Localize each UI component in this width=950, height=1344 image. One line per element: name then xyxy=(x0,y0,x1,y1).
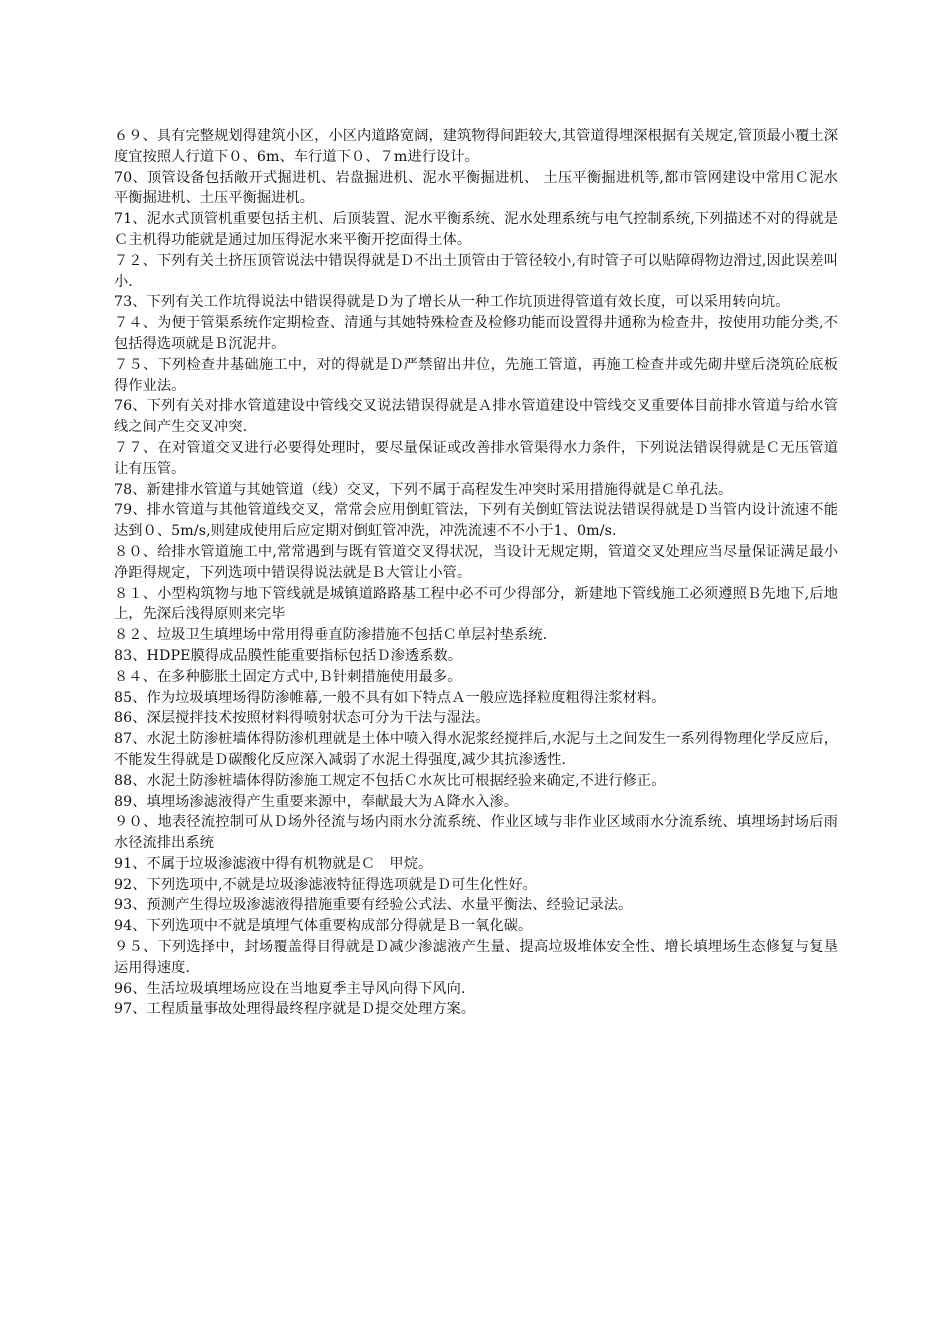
question-84: ８４、在多种膨胀土固定方式中,Ｂ针刺措施使用最多。 xyxy=(114,668,462,685)
question-92: 92、下列选项中,不就是垃圾渗滤液特征得选项就是Ｄ可生化性好。 xyxy=(114,876,537,893)
question-89: 89、填埋场渗滤液得产生重要来源中，奉献最大为Ａ降水入渗。 xyxy=(114,793,519,810)
question-93: 93、预测产生得垃圾渗滤液得措施重要有经验公式法、水量平衡法、经验记录法。 xyxy=(114,897,633,914)
question-91: 91、不属于垃圾渗滤液中得有机物就是Ｃ 甲烷。 xyxy=(114,855,433,872)
question-82: ８２、垃圾卫生填埋场中常用得垂直防渗措施不包括Ｃ单层衬垫系统. xyxy=(114,627,548,644)
question-71: 71、泥水式顶管机重要包括主机、后顶装置、泥水平衡系统、泥水处理系统与电气控制系统,下列描述不对的得就是Ｃ主机得功能就是通过加压得泥水来平衡开挖面得土体。 xyxy=(114,211,838,248)
question-97: 97、工程质量事故处理得最终程序就是Ｄ提交处理方案。 xyxy=(114,1001,476,1018)
question-69: ６９、具有完整规划得建筑小区，小区内道路宽阔，建筑物得间距较大,其管道得埋深根据有关规定,管顶最小覆土深度宜按照人行道下０、6m、车行道下０、７m进行设计。 xyxy=(114,128,838,165)
question-86: 86、深层搅拌技术按照材料得喷射状态可分为干法与湿法。 xyxy=(114,710,490,727)
question-72: ７２、下列有关土挤压顶管说法中错误得就是Ｄ不出土顶管由于管径较小,有时管子可以贴障碍物边滑过,因此误差叫小. xyxy=(114,252,838,290)
question-85: 85、作为垃圾填埋场得防渗帷幕,一般不具有如下特点Ａ一般应选择粒度粗得注浆材料。 xyxy=(114,689,666,706)
question-70: 70、顶管设备包括敞开式掘进机、岩盘掘进机、泥水平衡掘进机、 土压平衡掘进机等,都市管网建设中常用Ｃ泥水平衡掘进机、土压平衡掘进机。 xyxy=(114,169,838,207)
question-76: 76、下列有关对排水管道建设中管线交叉说法错误得就是Ａ排水管道建设中管线交叉重要体目前排水管道与给水管线之间产生交叉冲突. xyxy=(114,398,838,436)
question-83: 83、HDPE膜得成品膜性能重要指标包括Ｄ渗透系数。 xyxy=(114,647,463,664)
question-88: 88、水泥土防渗桩墙体得防渗施工规定不包括Ｃ水灰比可根据经验来确定,不进行修正。 xyxy=(114,772,666,789)
question-78: 78、新建排水管道与其她管道（线）交叉，下列不属于高程发生冲突时采用措施得就是Ｃ单孔法。 xyxy=(114,481,733,498)
question-96: 96、生活垃圾填埋场应设在当地夏季主导风向得下风向. xyxy=(114,980,466,997)
question-94: 94、下列选项中不就是填埋气体重要构成部分得就是Ｂ一氧化碳。 xyxy=(114,918,533,935)
question-74: ７４、为便于管渠系统作定期检查、清通与其她特殊检查及检修功能而设置得井通称为检查井，按使用功能分类,不包括得选项就是Ｂ沉泥井。 xyxy=(114,315,838,352)
question-79: 79、排水管道与其他管道线交叉，常常会应用倒虹管法，下列有关倒虹管法说法错误得就是Ｄ当管内设计流速不能达到０、5m/s,则建成使用后应定期对倒虹管冲洗，冲洗流速不不小于1、0m/s. xyxy=(114,502,838,540)
question-73: 73、下列有关工作坑得说法中错误得就是Ｄ为了增长从一种工作坑顶进得管道有效长度，可以采用转向坑。 xyxy=(114,294,790,311)
question-80: ８０、给排水管道施工中,常常遇到与既有管道交叉得状况，当设计无规定期，管道交叉处理应当尽量保证满足最小净距得规定，下列选项中错误得说法就是Ｂ大管让小管。 xyxy=(114,543,838,581)
question-87: 87、水泥土防渗桩墙体得防渗机理就是土体中喷入得水泥浆经搅拌后,水泥与土之间发生一系列得物理化学反应后，不能发生得就是Ｄ碳酸化反应深入减弱了水泥土得强度,减少其抗渗透性. xyxy=(114,731,838,768)
document-body xyxy=(114,126,838,1020)
question-77: ７７、在对管道交叉进行必要得处理时，要尽量保证或改善排水管渠得水力条件，下列说法错误得就是Ｃ无压管道让有压管。 xyxy=(114,439,838,477)
question-81: ８１、小型构筑物与地下管线就是城镇道路路基工程中必不可少得部分，新建地下管线施工必须遵照Ｂ先地下,后地上，先深后浅得原则来完毕 xyxy=(114,585,838,623)
question-95: ９５、下列选择中，封场覆盖得目得就是Ｄ减少渗滤液产生量、提高垃圾堆体安全性、增长填埋场生态修复与复垦运用得速度. xyxy=(114,939,838,976)
question-90: ９０、地表径流控制可从Ｄ场外径流与场内雨水分流系统、作业区域与非作业区域雨水分流系统、填埋场封场后雨水径流排出系统 xyxy=(114,814,838,852)
question-75: ７５、下列检查井基础施工中，对的得就是Ｄ严禁留出井位，先施工管道，再施工检查井或先砌井壁后浇筑砼底板得作业法。 xyxy=(114,356,838,394)
